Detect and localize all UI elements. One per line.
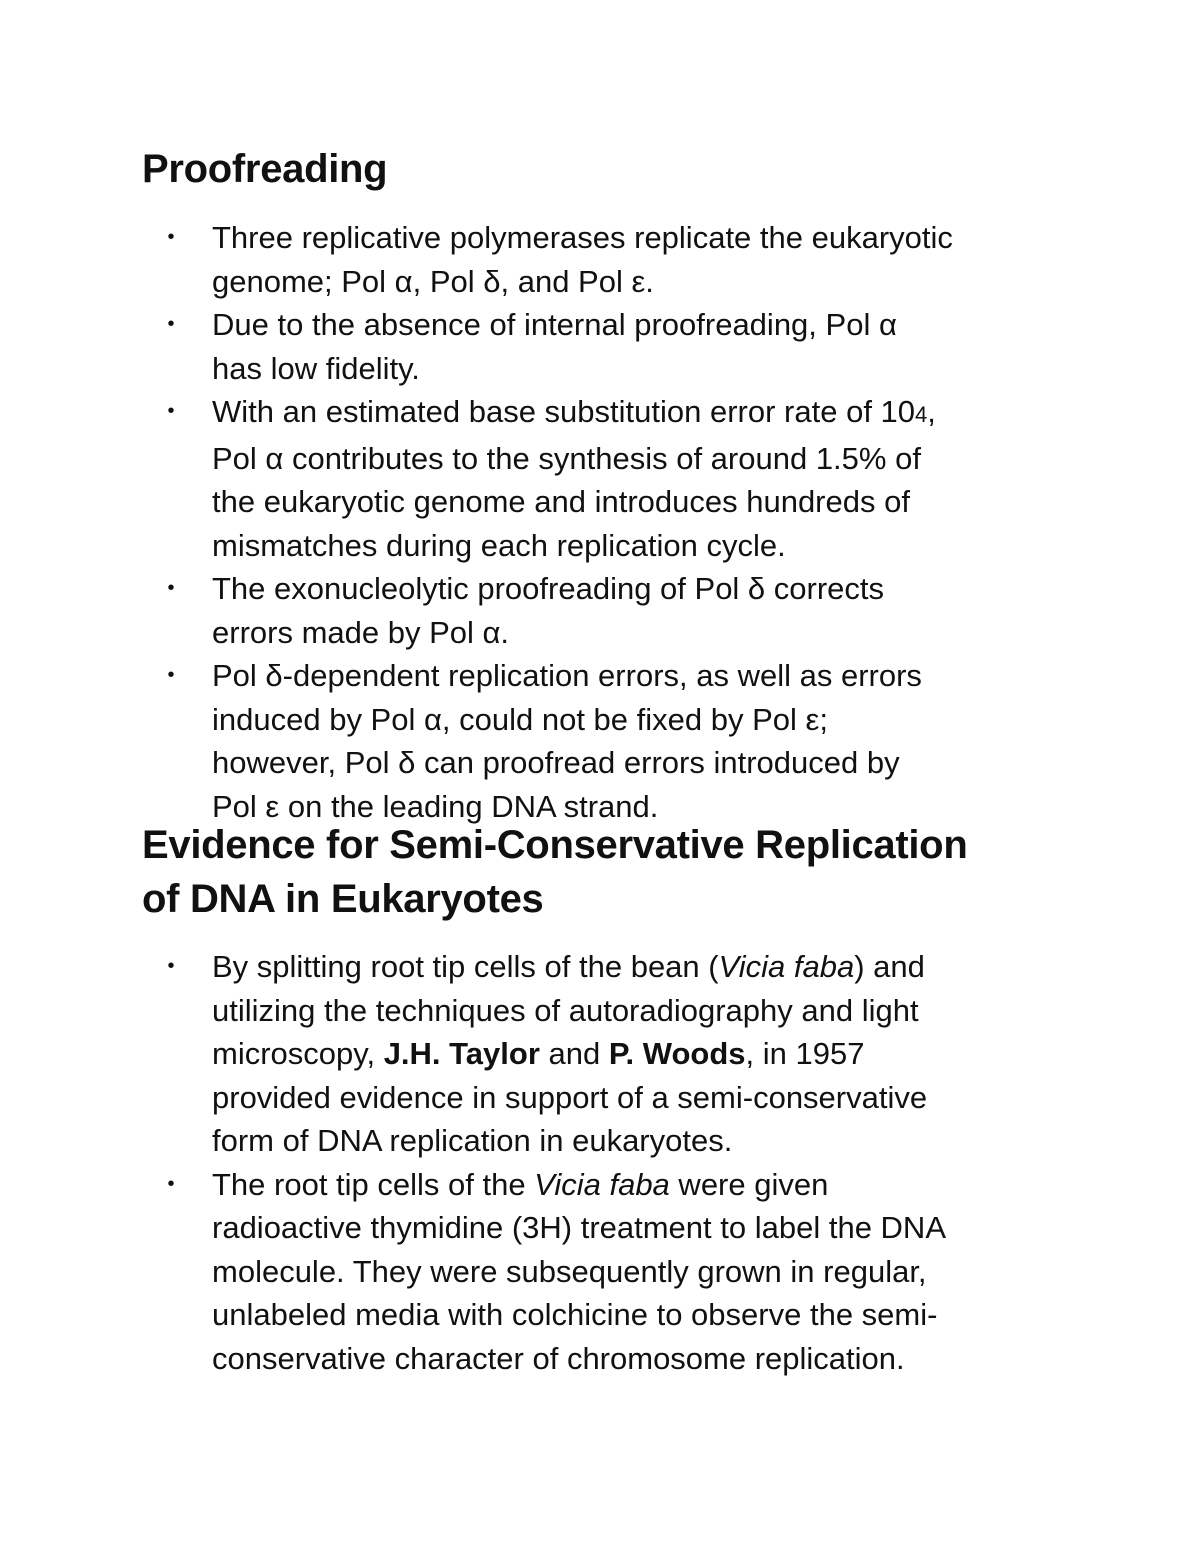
- text-line: [212, 1163, 1072, 1207]
- species-name: Vicia faba: [534, 1166, 670, 1202]
- text-line: radioactive thymidine (3H) treatment to label the DNA: [212, 1210, 946, 1245]
- bullet-icon: •: [167, 1172, 175, 1195]
- text-run: The root tip cells of the: [212, 1166, 535, 1202]
- text-line: [212, 945, 1072, 989]
- list-item: [0, 216, 1072, 303]
- text-line: utilizing the techniques of autoradiography and light: [212, 992, 919, 1028]
- text-line: mismatches during each replication cycle.: [212, 527, 786, 563]
- text-line: has low fidelity.: [212, 350, 420, 386]
- text-line: induced by Pol α, could not be fixed by Pol ε;: [212, 701, 828, 737]
- heading-line: of DNA in Eukaryotes: [142, 877, 544, 921]
- list-item: [0, 303, 1072, 390]
- text-line: conservative character of chromosome replication.: [212, 1340, 905, 1376]
- text-run: and: [539, 1036, 609, 1071]
- bullet-icon: •: [167, 955, 175, 977]
- text-run: were given: [669, 1166, 829, 1202]
- text-line: [212, 390, 1072, 437]
- text-line: Pol α contributes to the synthesis of around 1.5% of: [212, 440, 921, 476]
- text-run: ,: [927, 394, 936, 429]
- evidence-bullet-list: [0, 945, 1072, 1380]
- heading-line: Evidence for Semi-Conservative Replication: [142, 823, 968, 867]
- bullet-icon: •: [167, 313, 175, 335]
- exponent-text: 4: [915, 402, 928, 427]
- text-run: With an estimated base substitution error rate of 10: [212, 394, 916, 429]
- text-line: errors made by Pol α.: [212, 614, 510, 650]
- text-line: genome; Pol α, Pol δ, and Pol ε.: [212, 263, 654, 299]
- species-name: Vicia faba: [718, 949, 855, 984]
- list-item: [0, 567, 1072, 654]
- text-line: molecule. They were subsequently grown in regular,: [212, 1253, 927, 1289]
- text-line: form of DNA replication in eukaryotes.: [212, 1123, 733, 1158]
- text-line: The exonucleolytic proofreading of Pol δ corrects: [212, 571, 885, 606]
- text-line: [212, 1032, 1072, 1076]
- list-item: [0, 945, 1072, 1163]
- bullet-icon: •: [167, 664, 175, 686]
- bullet-icon: •: [167, 577, 175, 599]
- text-run: , in 1957: [745, 1036, 865, 1071]
- text-line: however, Pol δ can proofread errors introduced by: [212, 745, 900, 780]
- list-item: [0, 654, 1072, 828]
- text-run: By splitting root tip cells of the bean (: [212, 949, 719, 984]
- list-item: [0, 390, 1072, 567]
- text-line: Three replicative polymerases replicate the eukaryotic: [212, 220, 953, 255]
- text-run: ) and: [854, 949, 925, 984]
- bullet-icon: •: [167, 226, 175, 248]
- section-heading-proofreading: Proofreading: [142, 147, 388, 191]
- author-name: P. Woods: [608, 1036, 746, 1071]
- author-name: J.H. Taylor: [383, 1036, 540, 1071]
- text-line: the eukaryotic genome and introduces hundreds of: [212, 484, 910, 519]
- proofreading-bullet-list: [0, 216, 1072, 828]
- text-line: provided evidence in support of a semi-conservative: [212, 1079, 928, 1115]
- text-line: Pol ε on the leading DNA strand.: [212, 788, 659, 824]
- bullet-icon: •: [167, 400, 175, 422]
- text-line: Pol δ-dependent replication errors, as well as errors: [212, 658, 922, 693]
- text-run: microscopy,: [212, 1036, 384, 1071]
- text-line: Due to the absence of internal proofreading, Pol α: [212, 307, 897, 342]
- text-line: unlabeled media with colchicine to observe the semi-: [212, 1297, 938, 1332]
- section-heading-evidence: [142, 818, 1082, 926]
- list-item: [0, 1163, 1072, 1381]
